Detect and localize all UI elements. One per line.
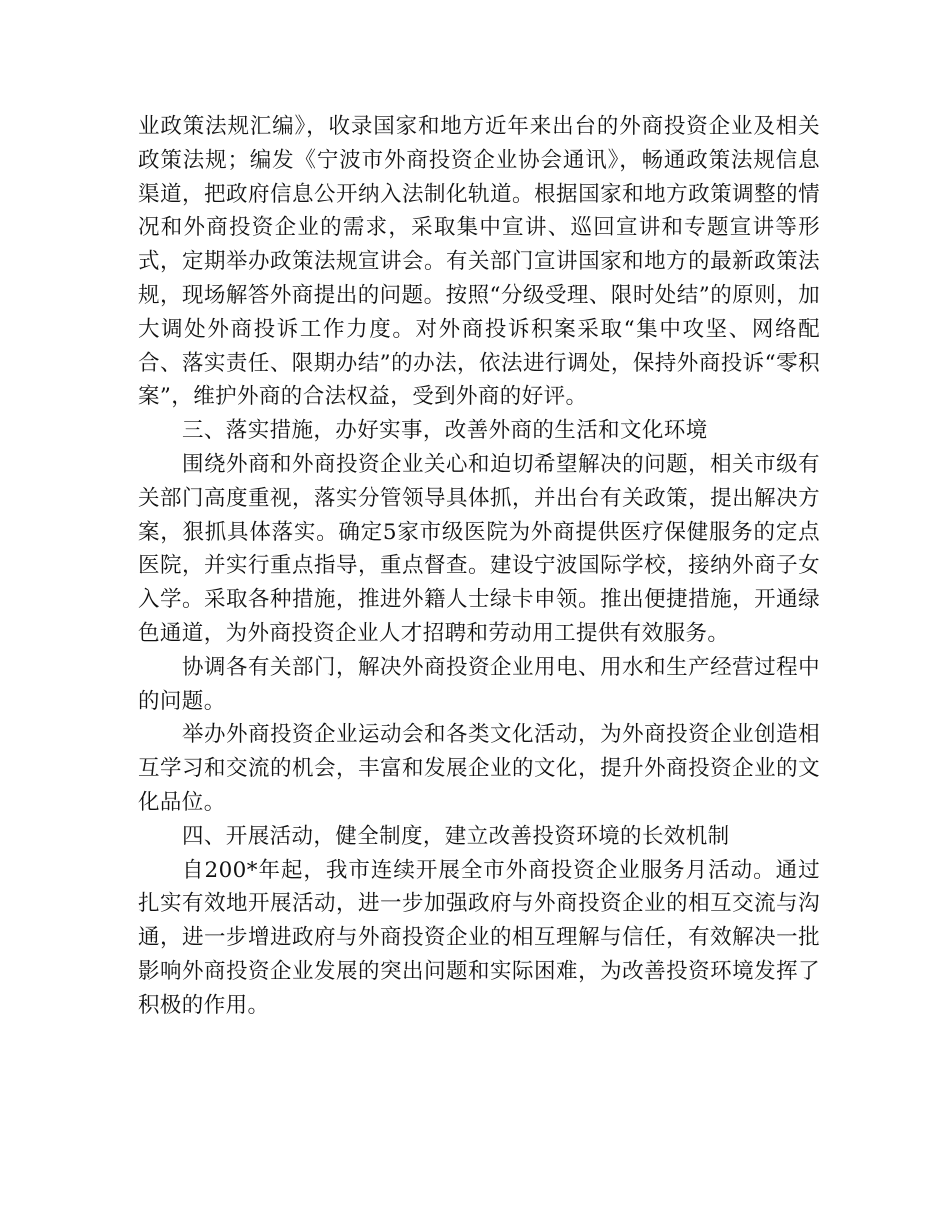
body-paragraph: 协调各有关部门，解决外商投资企业用电、用水和生产经营过程中的问题。 (138, 654, 820, 714)
document-page (138, 110, 820, 1023)
body-paragraph: 自200*年起，我市连续开展全市外商投资企业服务月活动。通过扎实有效地开展活动，进一步加强政府与外商投资企业的相互交流与沟通，进一步增进政府与外商投资企业的相互理解与信任，有效解决一批影响外商投资企业发展的突出问题和实际困难，为改善投资环境发挥了积极的作用。 (138, 857, 820, 1018)
body-paragraph: 围绕外商和外商投资企业关心和迫切希望解决的问题，相关市级有关部门高度重视，落实分管领导具体抓，并出台有关政策，提出解决方案，狠抓具体落实。确定5家市级医院为外商提供医疗保健服务的定点医院，并实行重点指导，重点督查。建设宁波国际学校，接纳外商子女入学。采取各种措施，推进外籍人士绿卡申领。推出便捷措施，开通绿色通道，为外商投资企业人才招聘和劳动用工提供有效服务。 (138, 451, 820, 646)
body-paragraph: 举办外商投资企业运动会和各类文化活动，为外商投资企业创造相互学习和交流的机会，丰富和发展企业的文化，提升外商投资企业的文化品位。 (138, 722, 820, 815)
section-heading: 三、落实措施，办好实事，改善外商的生活和文化环境 (182, 418, 708, 444)
section-heading: 四、开展活动，健全制度，建立改善投资环境的长效机制 (182, 823, 730, 849)
body-paragraph: 业政策法规汇编》，收录国家和地方近年来出台的外商投资企业及相关政策法规；编发《宁波市外商投资企业协会通讯》，畅通政策法规信息渠道，把政府信息公开纳入法制化轨道。根据国家和地方政策调整的情况和外商投资企业的需求，采取集中宣讲、巡回宣讲和专题宣讲等形式，定期举办政策法规宣讲会。有关部门宣讲国家和地方的最新政策法规，现场解答外商提出的问题。按照“分级受理、限时处结”的原则，加大调处外商投诉工作力度。对外商投诉积案采取“集中攻坚、网络配合、落实责任、限期办结”的办法，依法进行调处，保持外商投诉“零积案”，维护外商的合法权益，受到外商的好评。 (138, 114, 820, 410)
